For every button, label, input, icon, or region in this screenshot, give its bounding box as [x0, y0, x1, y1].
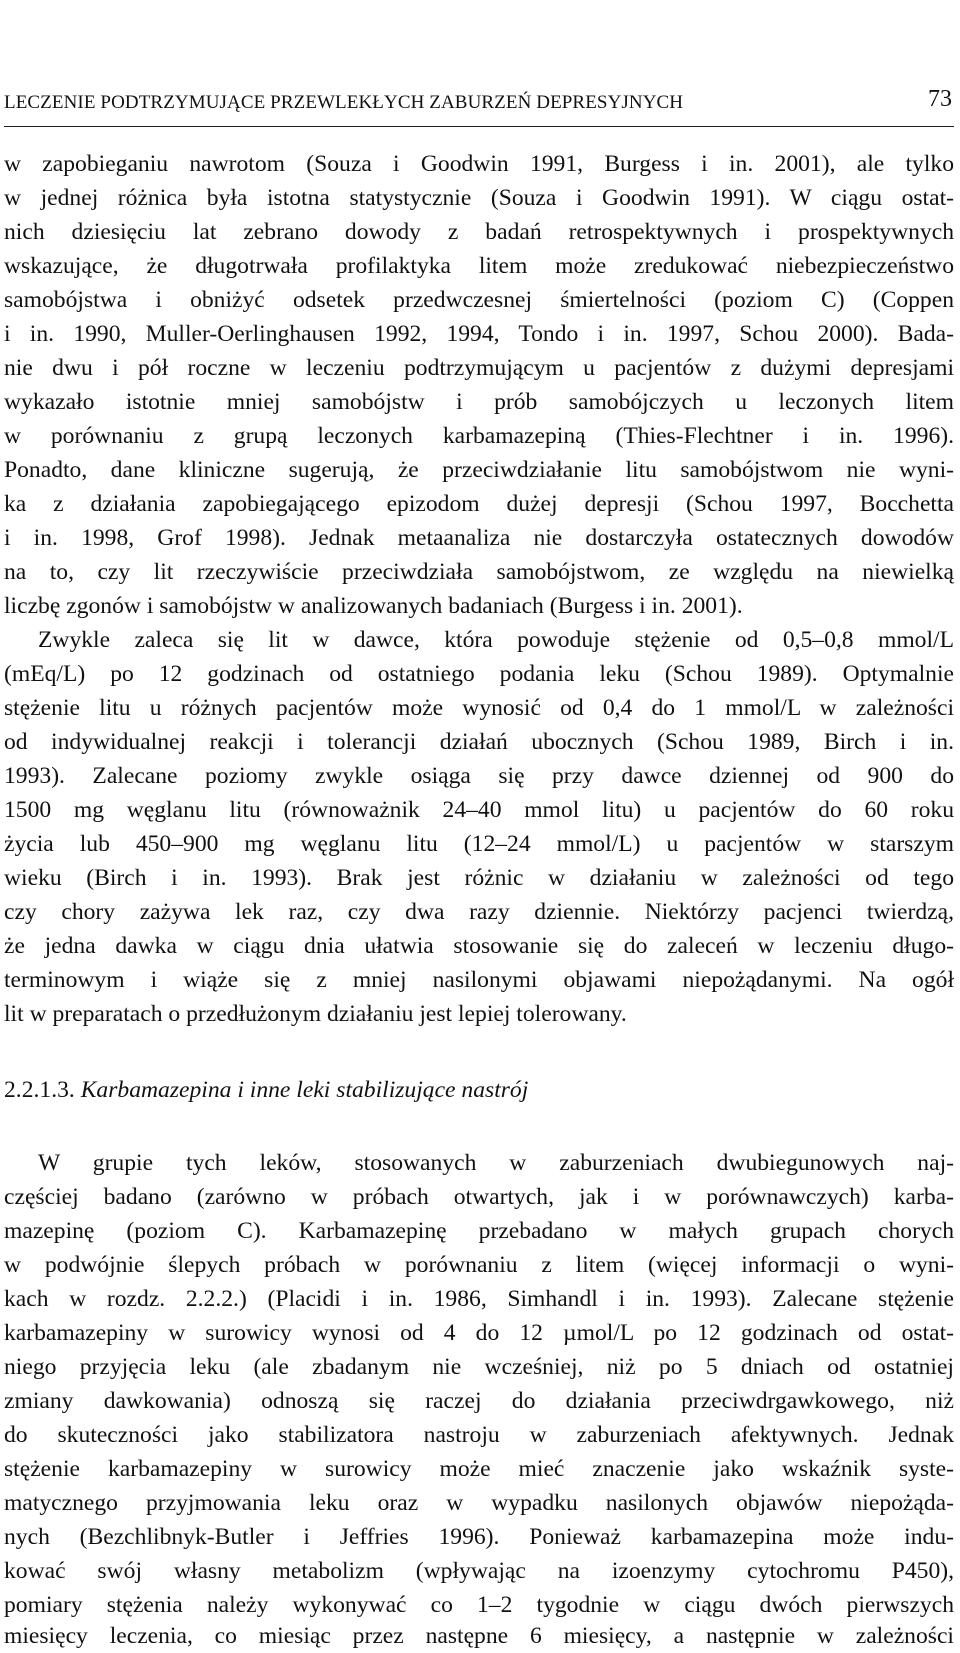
- paragraph1-line: nie dwu i pół roczne w leczeniu podtrzymującym u pacjentów z dużymi depresjami: [4, 355, 954, 381]
- paragraph3-line: kach w rozdz. 2.2.2.) (Placidi i in. 1986, Simhandl i in. 1993). Zalecane stężenie: [4, 1286, 954, 1312]
- paragraph1-line: wykazało istotnie mniej samobójstw i prób samobójczych u leczonych litem: [4, 389, 954, 415]
- paragraph3-line: niego przyjęcia leku (ale zbadanym nie wcześniej, niż po 5 dniach od ostatniej: [4, 1354, 954, 1380]
- paragraph2-line: życia lub 450–900 mg węglanu litu (12–24 mmol/L) u pacjentów w starszym: [4, 831, 954, 857]
- paragraph1-line: ka z działania zapobiegającego epizodom dużej depresji (Schou 1997, Bocchetta: [4, 491, 954, 517]
- paragraph3-line: kować swój własny metabolizm (wpływając na izoenzymy cytochromu P450),: [4, 1558, 954, 1584]
- paragraph2-line: że jedna dawka w ciągu dnia ułatwia stosowanie się do zaleceń w leczeniu długo-: [4, 933, 954, 959]
- paragraph2-line: Zwykle zaleca się lit w dawce, która powoduje stężenie od 0,5–0,8 mmol/L: [38, 627, 954, 653]
- paragraph3-line: pomiary stężenia należy wykonywać co 1–2 tygodnie w ciągu dwóch pierwszych: [4, 1592, 954, 1618]
- paragraph3-line: W grupie tych leków, stosowanych w zaburzeniach dwubiegunowych naj-: [38, 1150, 954, 1176]
- paragraph2-line: (mEq/L) po 12 godzinach od ostatniego podania leku (Schou 1989). Optymalnie: [4, 661, 954, 687]
- paragraph1-line: i in. 1990, Muller-Oerlinghausen 1992, 1994, Tondo i in. 1997, Schou 2000). Bada-: [4, 321, 954, 347]
- paragraph2-line: wieku (Birch i in. 1993). Brak jest różnic w działaniu w zależności od tego: [4, 865, 954, 891]
- paragraph1-line: wskazujące, że długotrwała profilaktyka litem może zredukować niebezpieczeństwo: [4, 253, 954, 279]
- running-header: [4, 86, 954, 127]
- paragraph1-line: liczbę zgonów i samobójstw w analizowanych badaniach (Burgess i in. 2001).: [4, 593, 743, 619]
- paragraph1-line: na to, czy lit rzeczywiście przeciwdziała samobójstwom, ze względu na niewielką: [4, 559, 954, 585]
- paragraph3-line: częściej badano (zarówno w próbach otwartych, jak i w porównawczych) karba-: [4, 1184, 954, 1210]
- paragraph3-line: zmiany dawkowania) odnoszą się raczej do działania przeciwdrgawkowego, niż: [4, 1388, 954, 1414]
- paragraph1-line: nich dziesięciu lat zebrano dowody z badań retrospektywnych i prospektywnych: [4, 219, 954, 245]
- header-title: LECZENIE PODTRZYMUJĄCE PRZEWLEKŁYCH ZABURZEŃ DEPRESYJNYCH: [4, 92, 684, 113]
- paragraph3-line: mazepinę (poziom C). Karbamazepinę przebadano w małych grupach chorych: [4, 1218, 954, 1244]
- paragraph3-line: miesięcy leczenia, co miesiąc przez następne 6 miesięcy, a następnie w zależności: [4, 1623, 954, 1649]
- section-heading: [4, 1073, 528, 1107]
- paragraph1-line: w porównaniu z grupą leczonych karbamazepiną (Thies-Flechtner i in. 1996).: [4, 423, 954, 449]
- paragraph1-line: w zapobieganiu nawrotom (Souza i Goodwin 1991, Burgess i in. 2001), ale tylko: [4, 151, 954, 177]
- paragraph2-line: czy chory zażywa lek raz, czy dwa razy dziennie. Niektórzy pacjenci twierdzą,: [4, 899, 954, 925]
- paragraph3-line: nych (Bezchlibnyk-Butler i Jeffries 1996). Ponieważ karbamazepina może indu-: [4, 1524, 954, 1550]
- paragraph3-line: do skuteczności jako stabilizatora nastroju w zaburzeniach afektywnych. Jednak: [4, 1422, 954, 1448]
- page-number: 73: [928, 86, 952, 112]
- section-title: Karbamazepina i inne leki stabilizujące nastrój: [80, 1077, 529, 1103]
- paragraph1-line: w jednej różnica była istotna statystycznie (Souza i Goodwin 1991). W ciągu ostat-: [4, 185, 954, 211]
- paragraph2-line: terminowym i wiąże się z mniej nasilonymi objawami niepożądanymi. Na ogół: [4, 967, 954, 993]
- paragraph1-line: samobójstwa i obniżyć odsetek przedwczesnej śmiertelności (poziom C) (Coppen: [4, 287, 954, 313]
- paragraph1-line: i in. 1998, Grof 1998). Jednak metaanaliza nie dostarczyła ostatecznych dowodów: [4, 525, 954, 551]
- paragraph2-line: 1500 mg węglanu litu (równoważnik 24–40 mmol litu) u pacjentów do 60 roku: [4, 797, 954, 823]
- paragraph2-line: stężenie litu u różnych pacjentów może wynosić od 0,4 do 1 mmol/L w zależności: [4, 695, 954, 721]
- paragraph2-line: lit w preparatach o przedłużonym działaniu jest lepiej tolerowany.: [4, 1001, 627, 1027]
- paragraph3-line: w podwójnie ślepych próbach w porównaniu z litem (więcej informacji o wyni-: [4, 1252, 954, 1278]
- paragraph2-line: 1993). Zalecane poziomy zwykle osiąga się przy dawce dziennej od 900 do: [4, 763, 954, 789]
- paragraph2-line: od indywidualnej reakcji i tolerancji działań ubocznych (Schou 1989, Birch i in.: [4, 729, 954, 755]
- section-number: 2.2.1.3.: [4, 1077, 75, 1103]
- paragraph3-line: matycznego przyjmowania leku oraz w wypadku nasilonych objawów niepożąda-: [4, 1490, 954, 1516]
- paragraph1-line: Ponadto, dane kliniczne sugerują, że przeciwdziałanie litu samobójstwom nie wyni-: [4, 457, 954, 483]
- paragraph3-line: karbamazepiny w surowicy wynosi od 4 do 12 µmol/L po 12 godzinach od ostat-: [4, 1320, 954, 1346]
- paragraph3-line: stężenie karbamazepiny w surowicy może mieć znaczenie jako wskaźnik syste-: [4, 1456, 954, 1482]
